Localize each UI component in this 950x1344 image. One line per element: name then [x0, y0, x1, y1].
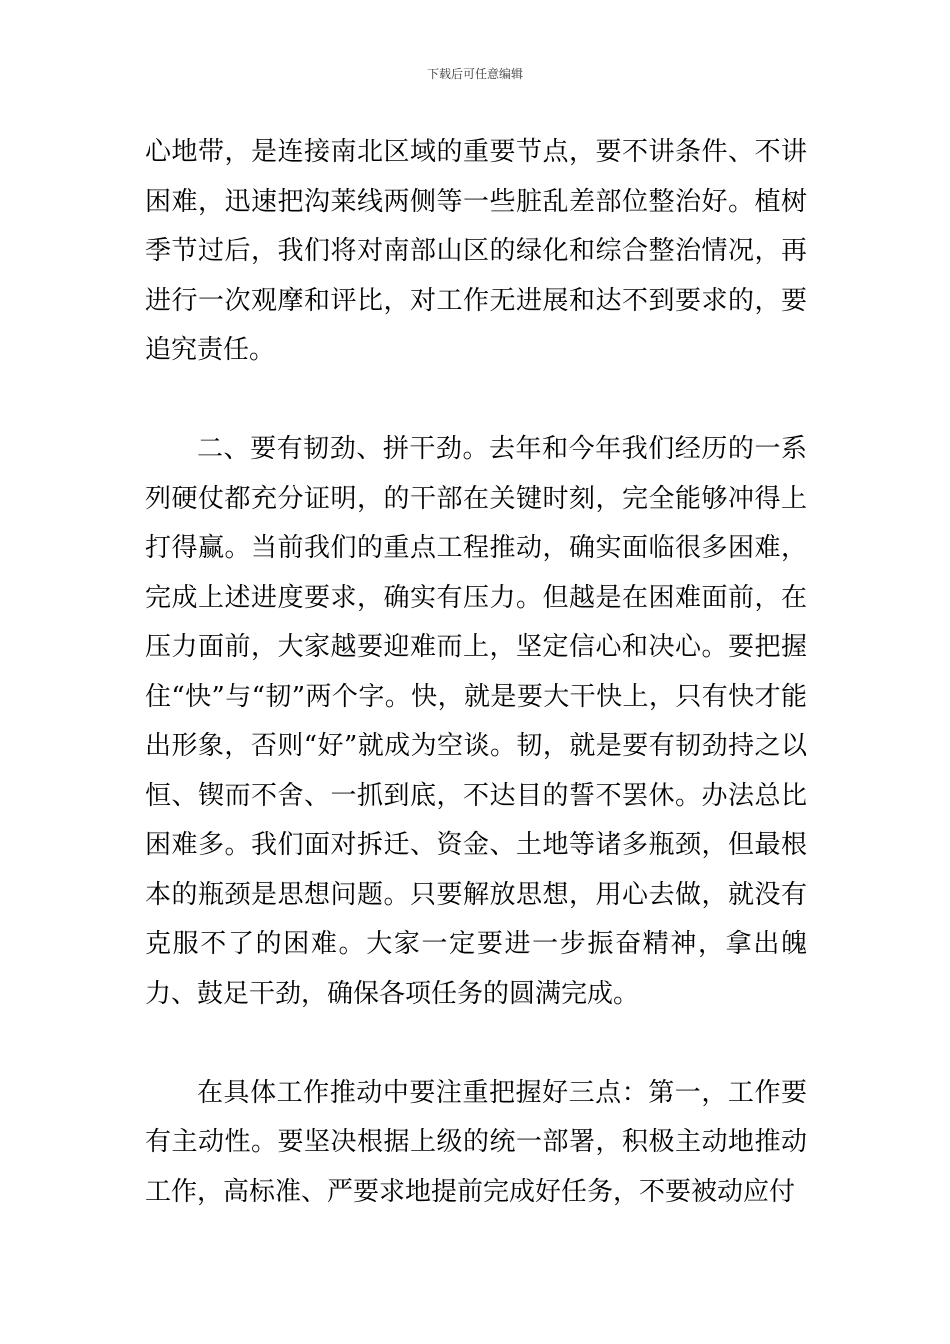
document-body	[145, 128, 807, 1217]
paragraph-continued: 心地带，是连接南北区域的重要节点，要不讲条件、不讲困难，迅速把沟莱线两侧等一些脏乱差部位整治好。植树季节过后，我们将对南部山区的绿化和综合整治情况，再进行一次观摩和评比，对工作无进展和达不到要求的，要追究责任。	[145, 137, 807, 365]
paragraph-key-points: 在具体工作推动中要注重把握好三点：第一，工作要有主动性。要坚决根据上级的统一部署，积极主动地推动工作，高标准、严要求地提前完成好任务，不要被动应付	[145, 1077, 807, 1207]
page-header: 下载后可任意编辑	[426, 67, 523, 81]
paragraph-gap	[145, 1019, 807, 1069]
paragraph-section-two: 二、要有韧劲、拼干劲。去年和今年我们经历的一系列硬仗都充分证明，的干部在关键时刻，完全能够冲得上打得赢。当前我们的重点工程推动，确实面临很多困难，完成上述进度要求，确实有压力。但越是在困难面前，在压力面前，大家越要迎难而上，坚定信心和决心。要把握住“快”与“韧”两个字。快，就是要大干快上，只有快才能出形象，否则“好”就成为空谈。韧，就是要有韧劲持之以恒、锲而不舍、一抓到底，不达目的誓不罢休。办法总比困难多。我们面对拆迁、资金、土地等诸多瓶颈，但最根本的瓶颈是思想问题。只要解放思想，用心去做，就没有克服不了的困难。大家一定要进一步振奋精神，拿出魄力、鼓足干劲，确保各项任务的圆满完成。	[145, 434, 807, 1009]
paragraph-gap	[145, 376, 807, 426]
